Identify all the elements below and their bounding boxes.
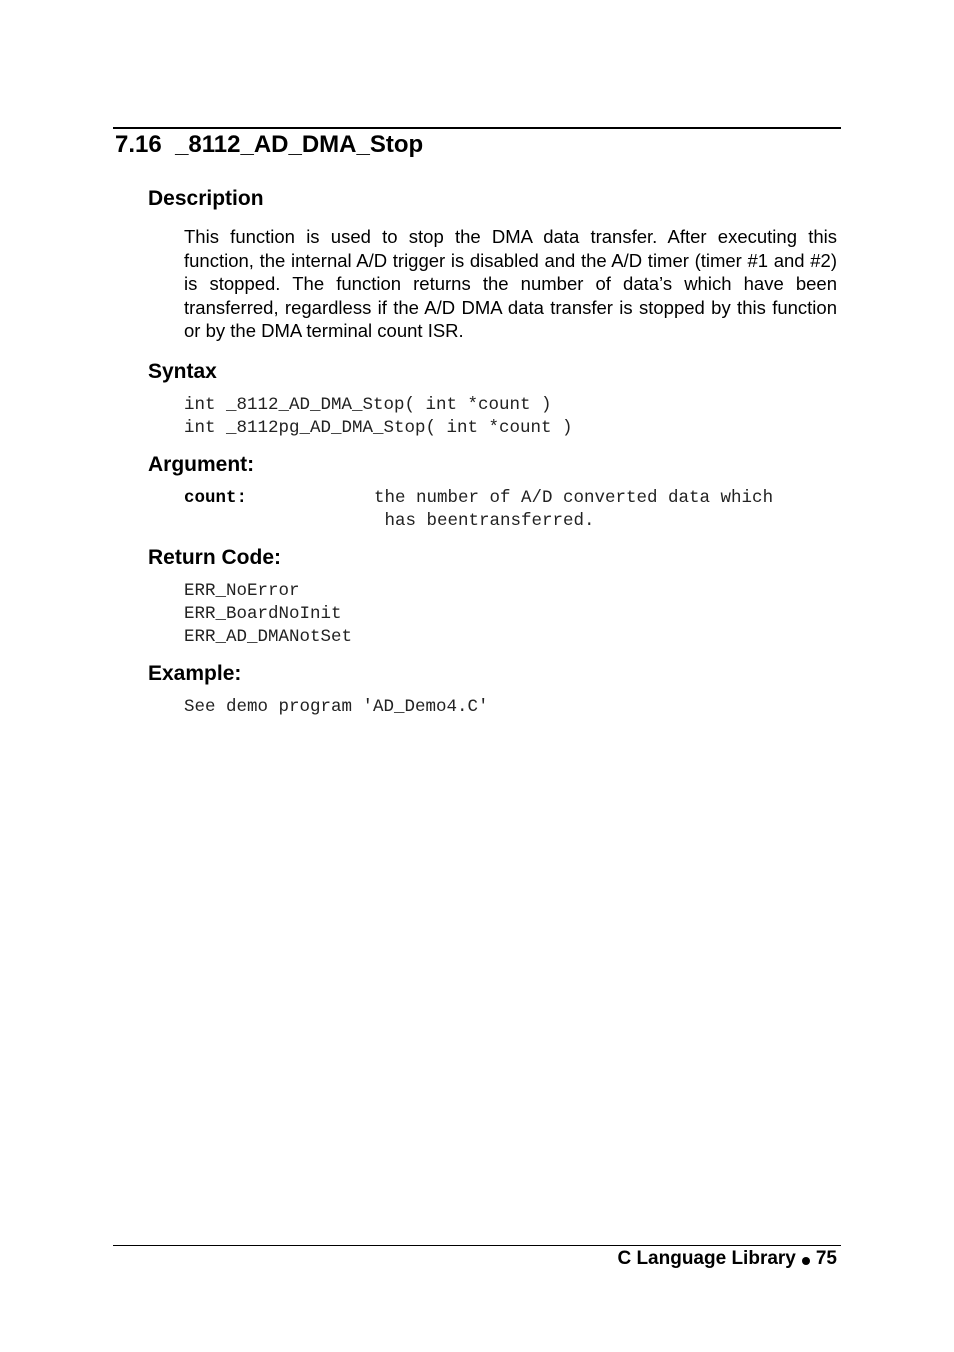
example-heading: Example: (148, 662, 242, 685)
argument-description-line: the number of A/D converted data which (374, 488, 774, 508)
syntax-heading: Syntax (148, 360, 217, 383)
return-code-heading: Return Code: (148, 546, 281, 569)
return-code-item: ERR_NoError (184, 581, 300, 601)
syntax-line: int _8112pg_AD_DMA_Stop( int *count ) (184, 418, 573, 438)
return-code-item: ERR_BoardNoInit (184, 604, 342, 624)
syntax-line: int _8112_AD_DMA_Stop( int *count ) (184, 395, 552, 415)
top-rule (113, 127, 841, 129)
bullet-icon (802, 1257, 810, 1265)
description-text: This function is used to stop the DMA data transfer. After executing this function, the internal A/D trigger is disabled and the A/D timer (timer #1 and #2) is stopped. The function returns the number of data’s which have been transferred, regardless if the A/D DMA data transfer is stopped by this function or by the DMA terminal count ISR. (184, 226, 837, 341)
argument-name: count: (184, 488, 248, 508)
section-function-name: _8112_AD_DMA_Stop (175, 131, 424, 158)
argument-description-line: has beentransferred. (374, 511, 595, 531)
return-code-item: ERR_AD_DMANotSet (184, 627, 353, 647)
example-text: See demo program 'AD_Demo4.C' (184, 697, 489, 717)
page-number: 75 (815, 1248, 837, 1269)
section-title (115, 131, 423, 159)
section-number: 7.16 (115, 131, 162, 158)
footer-label: C Language Library (617, 1248, 796, 1269)
description-heading: Description (148, 187, 264, 210)
argument-heading: Argument: (148, 453, 255, 476)
argument-description (374, 487, 844, 533)
footer-rule (113, 1245, 841, 1246)
page-footer (617, 1248, 837, 1270)
